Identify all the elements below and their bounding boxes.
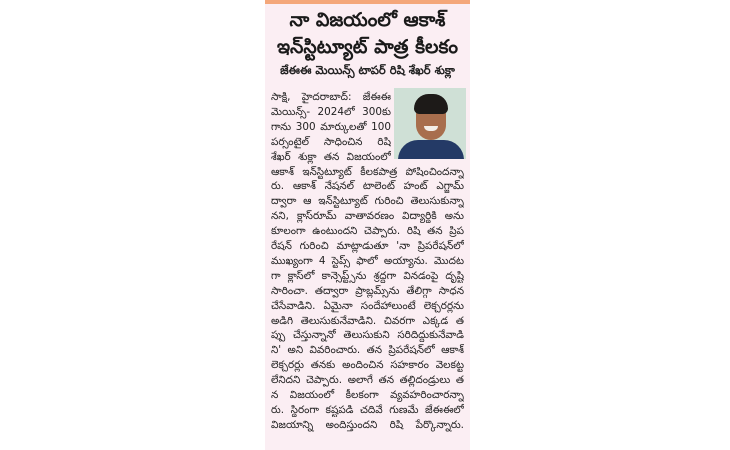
subheadline: జేఈఈ మెయిన్స్ టాపర్ రిషి శేఖర్ శుక్లా [280, 63, 455, 77]
article-line: గా క్లాస్‌లో కాన్సెప్ట్స్‌ను శ్రద్ధగా వినడంపై దృష్టి [271, 269, 464, 282]
article-line: నని, క్లాస్‌రూమ్ వాతావరణం విద్యార్థికి అను [271, 210, 464, 223]
article-line: చేసేవాడిని. ఏమైనా సందేహాలుంటే లెక్చరర్లను [271, 299, 464, 312]
article-line: పర్సంటైల్ సాధించిన రిషి [271, 135, 391, 148]
article-line: కూలంగా ఉంటుందని చెప్పారు. రిషి తన ప్రిప [271, 225, 464, 238]
article-line: శేఖర్ శుక్లా తన విజయంలో [271, 150, 391, 163]
top-accent-bar [265, 0, 470, 4]
article-line: లేనిదని చెప్పారు. అలాగే తన తల్లిదండ్రులు త [271, 374, 464, 387]
article-line: ని' అని వివరించారు. తన ప్రిపరేషన్‌లో ఆకాశ్ [271, 344, 464, 357]
article-line: ప్పు చేస్తున్నానో తెలుసుకుని సరిదిద్దుకునేవాడి [271, 329, 464, 342]
article-line: ఆకాశ్ ఇన్‌స్టిట్యూట్ కీలకపాత్ర పోషించిందన్నా [271, 165, 464, 178]
article-line: విజయాన్ని అందిస్తుందని రిషి పేర్కొన్నారు. [271, 418, 464, 431]
article-line: ద్వారా ఆ ఇన్‌స్టిట్యూట్ గురించి తెలుసుకున్నా [271, 195, 464, 208]
article-line: లెక్చరర్లు తనకు అందించిన సహకారం వెలకట్ట [271, 359, 464, 372]
article-line: ముఖ్యంగా 4 స్టెప్స్ ఫాలో అయ్యాను. మొదట [271, 254, 464, 267]
headline-line-1: నా విజయంలో ఆకాశ్ [289, 9, 446, 31]
person-photo [394, 88, 466, 159]
newspaper-clipping [265, 0, 470, 450]
article-line: న విజయంలో కీలకంగా వ్యవహరించారన్నా [271, 389, 464, 401]
headline-line-2: ఇన్‌స్టిట్యూట్ పాత్ర కీలకం [276, 36, 459, 58]
article-line: అడిగి తెలుసుకునేవాడిని. చివరగా ఎక్కడ త [271, 314, 464, 327]
photo-hair [414, 94, 448, 114]
article-line: సారించా. తద్వారా ప్రాబ్లమ్స్‌ను తేలిగ్గా సాధన [271, 284, 464, 297]
article-line: రేషన్ గురించి మాట్లాడుతూ 'నా ప్రిపరేషన్‌లో [271, 240, 464, 252]
photo-shirt [398, 140, 464, 159]
article-line: మెయిన్స్‌- 2024లో 300కు [271, 105, 391, 118]
article-line: సాక్షి, హైదరాబాద్: జేఈఈ [271, 91, 391, 103]
article-line: గాను 300 మార్కులతో 100 [271, 120, 391, 133]
article-line: రు. ఆకాశ్ నేషనల్ టాలెంట్ హంట్ ఎగ్జామ్ [271, 180, 464, 193]
article-line: రు. స్థిరంగా కష్టపడి చదివే గుణమే జేఈఈలో [271, 403, 464, 416]
